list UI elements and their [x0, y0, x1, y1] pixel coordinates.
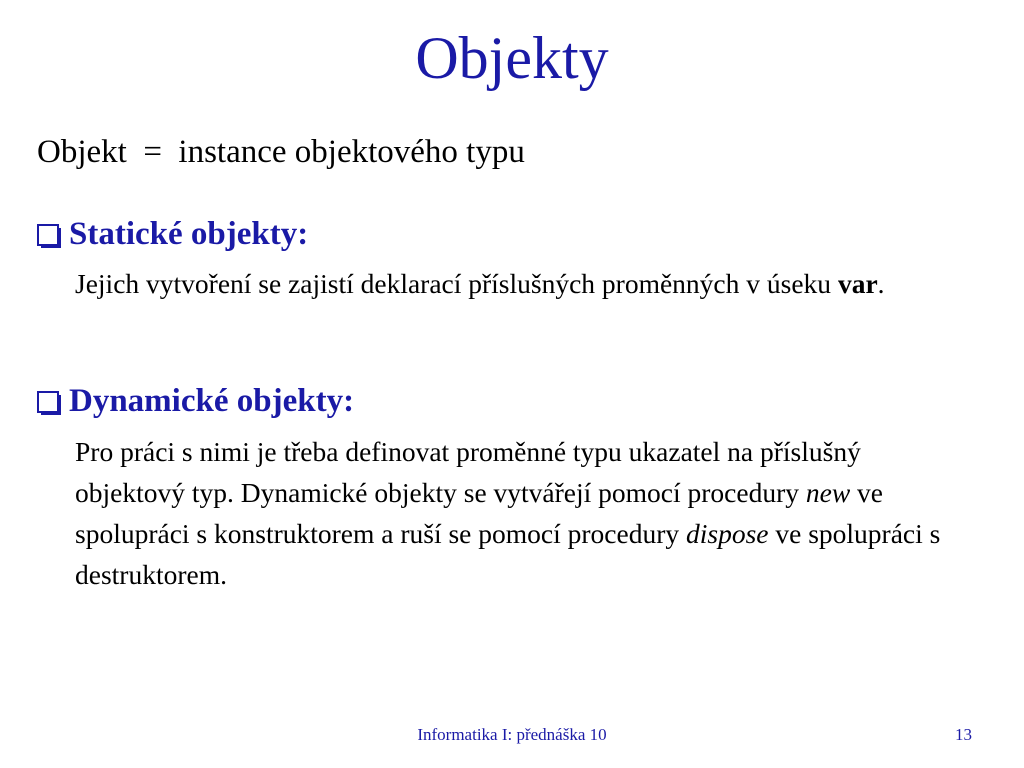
dynamic-text-part-2: ve spolupráci s konstruktorem a ruší se pomocí procedury: [75, 477, 884, 549]
keyword-var: var: [837, 268, 878, 299]
static-text-part-1: Jejich vytvoření se zajistí deklarací příslušných proměnných v úseku: [75, 268, 838, 299]
static-objects-heading-label: Statické objekty:: [69, 216, 309, 252]
dynamic-objects-text: [75, 431, 975, 595]
static-text-part-2: .: [877, 268, 885, 299]
keyword-new: new: [805, 477, 851, 508]
slide-title: Objekty: [415, 25, 609, 91]
dynamic-objects-heading-label: Dynamické objekty:: [69, 383, 355, 419]
checkbox-icon: [37, 224, 59, 246]
dynamic-text-part-1: Pro práci s nimi je třeba definovat proměnné typu ukazatel na příslušný objektový typ. Dynamické objekty se vytvářejí pomocí procedury: [75, 436, 861, 508]
dynamic-objects-heading: [37, 379, 354, 423]
static-objects-text: [75, 263, 975, 304]
static-objects-heading: [37, 212, 308, 256]
page-number: 13: [955, 725, 972, 744]
footer-course-label: Informatika I: přednáška 10: [417, 725, 607, 744]
keyword-dispose: dispose: [685, 518, 769, 549]
definition-line: Objekt = instance objektového typu: [37, 134, 525, 170]
checkbox-icon: [37, 391, 59, 413]
dynamic-text-part-3: ve spolupráci s destruktorem.: [75, 518, 941, 590]
